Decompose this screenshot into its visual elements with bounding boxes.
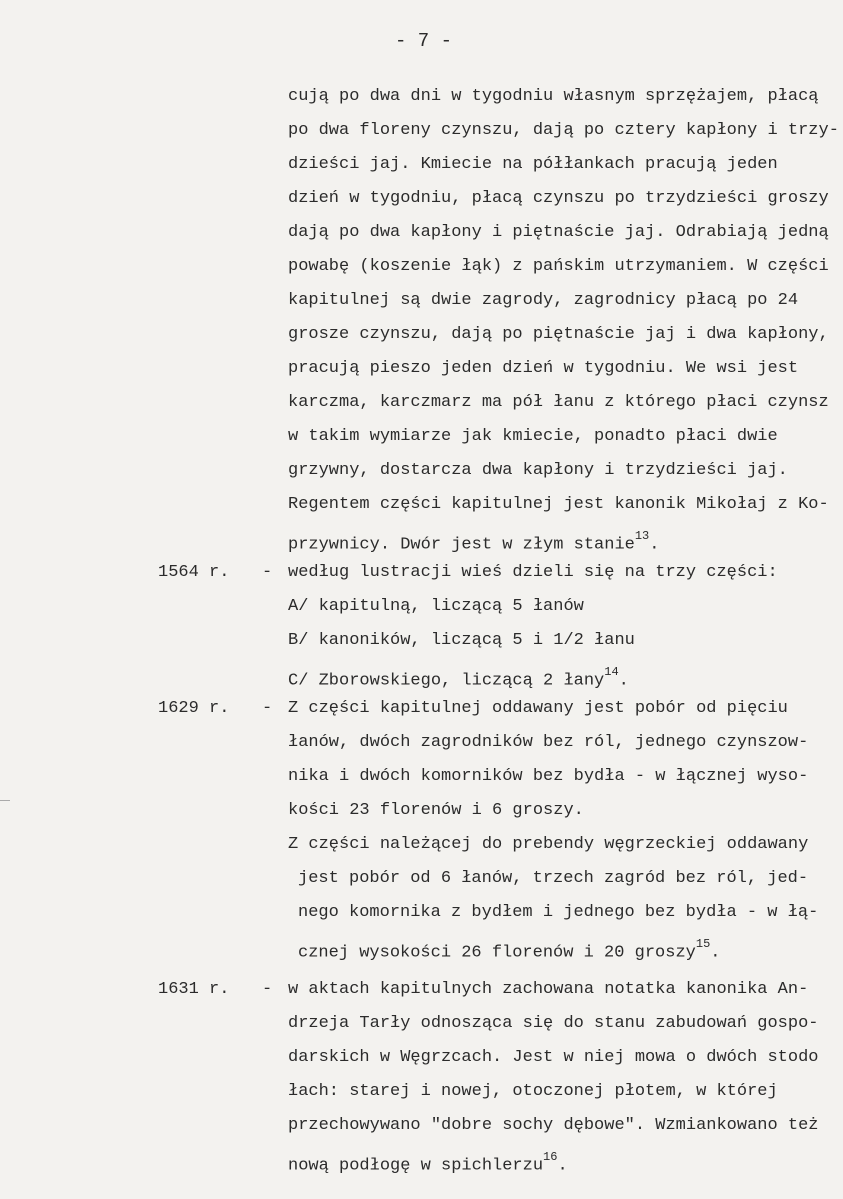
- entry-dash: -: [262, 563, 273, 582]
- line-text: karczma, karczmarz ma pół łanu z którego płaci czynsz: [288, 393, 829, 412]
- line-text: dzień w tygodniu, płacą czynszu po trzydzieści groszy: [288, 189, 829, 208]
- text-line: [298, 937, 720, 964]
- line-punctuation: .: [557, 1156, 568, 1176]
- text-line: [288, 767, 808, 787]
- line-text: cują po dwa dni w tygodniu własnym sprzężajem, płacą: [288, 87, 819, 106]
- line-text: dają po dwa kapłony i piętnaście jaj. Odrabiają jedną: [288, 223, 829, 242]
- text-line: [288, 87, 819, 107]
- footnote-reference: 14: [604, 665, 619, 679]
- line-text: nową podłogę w spichlerzu: [288, 1156, 544, 1176]
- text-line: [288, 1150, 568, 1177]
- text-line: [288, 1014, 819, 1034]
- text-line: [298, 869, 808, 889]
- line-text: pracują pieszo jeden dzień w tygodniu. We wsi jest: [288, 359, 799, 378]
- line-text: po dwa floreny czynszu, dają po cztery kapłony i trzy-: [288, 121, 839, 140]
- entry-date: 1631 r.: [158, 980, 230, 999]
- text-line: [288, 699, 788, 719]
- text-line: [288, 563, 778, 583]
- text-line: [288, 835, 808, 855]
- entry-dash: -: [262, 980, 273, 999]
- line-text: grzywny, dostarcza dwa kapłony i trzydzieści jaj.: [288, 461, 788, 480]
- text-line: [288, 631, 635, 651]
- footnote-reference: 15: [695, 937, 711, 951]
- line-punctuation: .: [710, 943, 721, 963]
- line-punctuation: .: [649, 535, 660, 555]
- text-line: [288, 665, 629, 692]
- line-text: w takim wymiarze jak kmiecie, ponadto płaci dwie: [288, 427, 778, 446]
- line-text: przywnicy. Dwór jest w złym stanie: [288, 535, 635, 555]
- line-text: nika i dwóch komorników bez bydła - w łącznej wyso-: [288, 767, 809, 786]
- line-text: nego komornika z bydłem i jednego bez bydła - w łą-: [298, 903, 819, 922]
- text-line: [288, 597, 584, 617]
- line-text: darskich w Węgrzcach. Jest w niej mowa o dwóch stodo: [288, 1048, 819, 1067]
- text-line: [288, 223, 829, 243]
- line-text: B/ kanoników, liczącą 5 i 1/2 łanu: [288, 631, 635, 650]
- line-text: łanów, dwóch zagrodników bez ról, jednego czynszow-: [288, 733, 809, 752]
- line-text: C/ Zborowskiego, liczącą 2 łany: [288, 671, 605, 691]
- text-line: [288, 291, 798, 311]
- line-punctuation: .: [618, 671, 629, 691]
- line-text: cznej wysokości 26 florenów i 20 groszy: [298, 943, 696, 963]
- line-text: powabę (koszenie łąk) z pańskim utrzymaniem. W części: [288, 257, 829, 276]
- text-line: [288, 257, 829, 277]
- text-line: [288, 801, 584, 821]
- line-text: Z części należącej do prebendy węgrzeckiej oddawany: [288, 835, 809, 854]
- text-line: [288, 733, 808, 753]
- footnote-reference: 16: [543, 1150, 558, 1164]
- text-line: [288, 529, 659, 556]
- text-line: [288, 495, 829, 515]
- entry-date: 1629 r.: [158, 699, 230, 718]
- text-line: [288, 1116, 819, 1136]
- footnote-reference: 13: [634, 529, 650, 543]
- line-text: dzieści jaj. Kmiecie na półłankach pracują jeden: [288, 155, 778, 174]
- text-line: [288, 393, 829, 413]
- entry-date: 1564 r.: [158, 563, 230, 582]
- text-line: [288, 121, 839, 141]
- text-line: [288, 325, 829, 345]
- line-text: drzeja Tarły odnosząca się do stanu zabudowań gospo-: [288, 1014, 819, 1033]
- line-text: łach: starej i nowej, otoczonej płotem, w której: [288, 1082, 778, 1101]
- line-text: w aktach kapitulnych zachowana notatka kanonika An-: [288, 980, 809, 999]
- line-text: kości 23 florenów i 6 groszy.: [288, 801, 584, 820]
- entry-dash: -: [262, 699, 273, 718]
- margin-mark: [0, 800, 10, 801]
- text-line: [288, 461, 788, 481]
- line-text: Regentem części kapitulnej jest kanonik Mikołaj z Ko-: [288, 495, 829, 514]
- text-line: [288, 427, 778, 447]
- text-line: [288, 359, 798, 379]
- line-text: kapitulnej są dwie zagrody, zagrodnicy płacą po 24: [288, 291, 799, 310]
- text-line: [298, 903, 818, 923]
- text-line: [288, 155, 778, 175]
- text-line: [288, 189, 829, 209]
- line-text: jest pobór od 6 łanów, trzech zagród bez ról, jed-: [298, 869, 809, 888]
- line-text: grosze czynszu, dają po piętnaście jaj i dwa kapłony,: [288, 325, 829, 344]
- line-text: A/ kapitulną, liczącą 5 łanów: [288, 597, 584, 616]
- line-text: przechowywano "dobre sochy dębowe". Wzmiankowano też: [288, 1116, 819, 1135]
- line-text: według lustracji wieś dzieli się na trzy części:: [288, 563, 778, 582]
- line-text: Z części kapitulnej oddawany jest pobór od pięciu: [288, 699, 788, 718]
- text-line: [288, 1048, 819, 1068]
- text-line: [288, 1082, 778, 1102]
- text-line: [288, 980, 808, 1000]
- page-number: - 7 -: [395, 30, 453, 52]
